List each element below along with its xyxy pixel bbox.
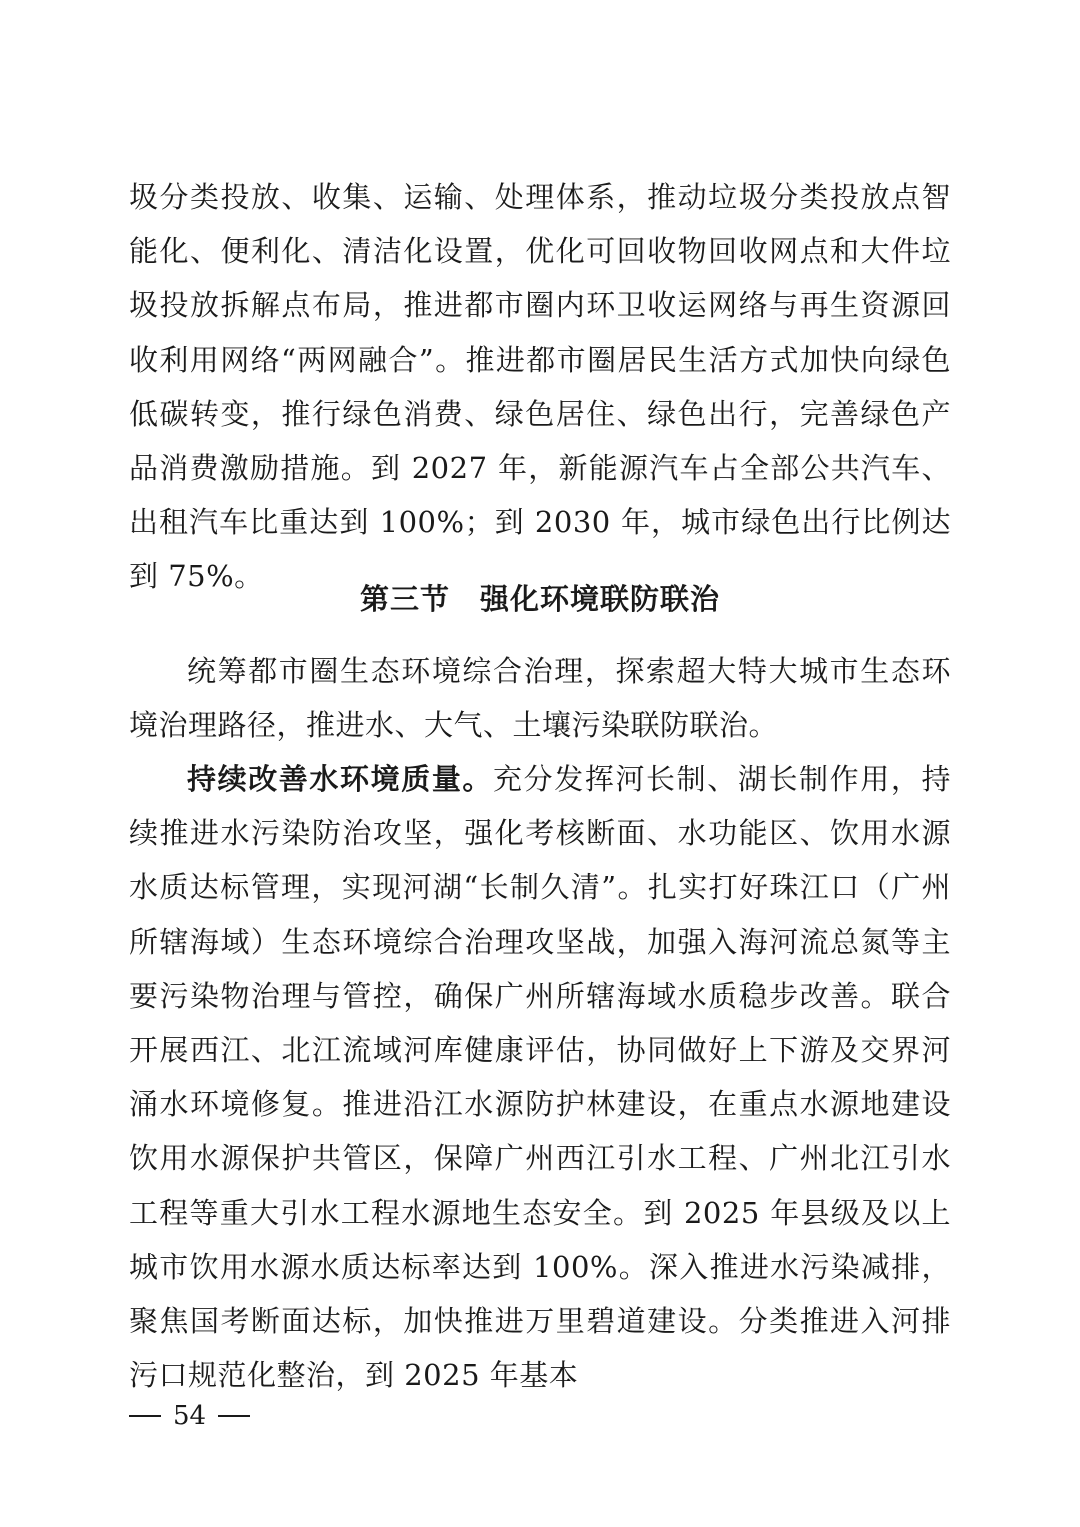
paragraph-body-text: 充分发挥河长制、湖长制作用，持续推进水污染防治攻坚，强化考核断面、水功能区、饮用水源水质达标管理，实现河湖“长制久清”。扎实打好珠江口（广州所辖海域）生态环境综合治理攻坚战，加强入海河流总氮等主要污染物治理与管控，确保广州所辖海域水质稳步改善。联合开展西江、北江流域河库健康评估，协同做好上下游及交界河涌水环境修复。推进沿江水源防护林建设，在重点水源地建设饮用水源保护共管区，保障广州西江引水工程、广州北江引水工程等重大引水工程水源地生态安全。到 2025 年县级及以上城市饮用水源水质达标率达到 100%。深入推进水污染减排，聚焦国考断面达标，加快推进万里碧道建设。分类推进入河排污口规范化整治，到 2025 年基本 xyxy=(129,762,951,1393)
section-heading xyxy=(129,572,951,626)
right-dash xyxy=(218,1415,250,1417)
page-footer xyxy=(129,1396,250,1436)
body-paragraph-2: 统筹都市圈生态环境综合治理，探索超大特大城市生态环境治理路径，推进水、大气、土壤污染联防联治。 xyxy=(129,654,951,743)
paragraph-lead-heading: 持续改善水环境质量。 xyxy=(187,762,494,796)
left-dash xyxy=(129,1415,161,1417)
body-paragraph-3 xyxy=(129,752,951,1402)
section-title: 强化环境联防联治 xyxy=(480,582,721,616)
page-number: 54 xyxy=(173,1401,207,1431)
section-number: 第三节 xyxy=(359,582,450,616)
body-paragraph-1: 圾分类投放、收集、运输、处理体系，推动垃圾分类投放点智能化、便利化、清洁化设置，优化可回收物回收网点和大件垃圾投放拆解点布局，推进都市圈内环卫收运网络与再生资源回收利用网络“两网融合”。推进都市圈居民生活方式加快向绿色低碳转变，推行绿色消费、绿色居住、绿色出行，完善绿色产品消费激励措施。到 2027 年，新能源汽车占全部公共汽车、出租汽车比重达到 100%；到 2030 年，城市绿色出行比例达到 75%。 xyxy=(129,180,951,594)
